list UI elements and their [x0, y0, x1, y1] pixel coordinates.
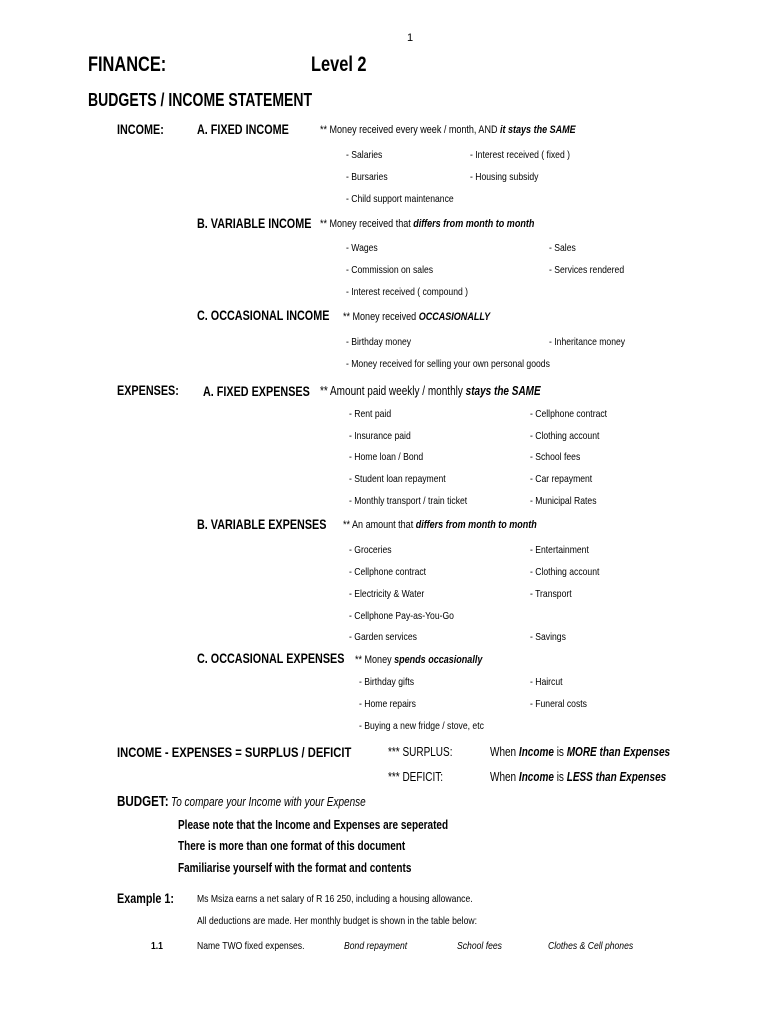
list-item: - Transport	[530, 588, 572, 600]
occasional-income-note: ** Money received OCCASIONALLY	[343, 311, 491, 323]
deficit-label: *** DEFICIT:	[388, 770, 444, 784]
list-item: - Interest received ( compound )	[346, 286, 469, 298]
list-item: - Groceries	[349, 544, 392, 556]
list-item: - Cellphone contract	[349, 566, 427, 578]
variable-income-heading: B. VARIABLE INCOME	[197, 216, 312, 231]
variable-expenses-heading: B. VARIABLE EXPENSES	[197, 517, 327, 532]
income-expenses-equation: INCOME - EXPENSES = SURPLUS / DEFICIT	[117, 744, 352, 760]
list-item: - Clothing account	[530, 430, 600, 442]
list-item: - Rent paid	[349, 408, 392, 420]
list-item: - Electricity & Water	[349, 588, 425, 600]
fixed-expenses-note: ** Amount paid weekly / monthly stays the SAME	[320, 384, 541, 398]
budget-note: Please note that the Income and Expenses are seperated	[178, 818, 449, 832]
list-item: - Funeral costs	[530, 698, 587, 710]
example-text: All deductions are made. Her monthly budget is shown in the table below:	[197, 915, 477, 927]
example-label: Example 1:	[117, 891, 175, 906]
budget-note: Familiarise yourself with the format and contents	[178, 861, 412, 875]
budget-definition: To compare your Income with your Expense	[171, 795, 366, 809]
deficit-definition: When Income is LESS than Expenses	[490, 770, 667, 784]
list-item: - Monthly transport / train ticket	[349, 495, 468, 507]
answer: School fees	[457, 940, 502, 952]
list-item: - Student loan repayment	[349, 473, 446, 485]
budget-label: BUDGET:	[117, 794, 169, 810]
occasional-expenses-heading: C. OCCASIONAL EXPENSES	[197, 651, 345, 666]
list-item: - Home loan / Bond	[349, 451, 424, 463]
list-item: - Cellphone Pay-as-You-Go	[349, 610, 454, 622]
list-item: - Sales	[549, 242, 576, 254]
surplus-definition: When Income is MORE than Expenses	[490, 745, 671, 759]
question-text: Name TWO fixed expenses.	[197, 940, 305, 952]
list-item: - Interest received ( fixed )	[470, 149, 571, 161]
level-label: Level 2	[311, 53, 367, 76]
list-item: - Buying a new fridge / stove, etc	[359, 720, 484, 732]
list-item: - Wages	[346, 242, 378, 254]
list-item: - Home repairs	[359, 698, 416, 710]
example-text: Ms Msiza earns a net salary of R 16 250, including a housing allowance.	[197, 893, 473, 905]
list-item: - Housing subsidy	[470, 171, 539, 183]
answer: Bond repayment	[344, 940, 408, 952]
variable-expenses-note: ** An amount that differs from month to month	[343, 519, 537, 531]
list-item: - Insurance paid	[349, 430, 411, 442]
list-item: - Haircut	[530, 676, 563, 688]
answer: Clothes & Cell phones	[548, 940, 634, 952]
list-item: - Car repayment	[530, 473, 593, 485]
list-item: - Birthday gifts	[359, 676, 415, 688]
page-number: 1	[407, 32, 414, 44]
subtitle: BUDGETS / INCOME STATEMENT	[88, 90, 313, 110]
page-title: FINANCE:	[88, 53, 167, 76]
list-item: - Child support maintenance	[346, 193, 454, 205]
fixed-income-note: ** Money received every week / month, AND it stays the SAME	[320, 124, 576, 136]
list-item: - Commission on sales	[346, 264, 434, 276]
list-item: - Salaries	[346, 149, 383, 161]
list-item: - Inheritance money	[549, 336, 626, 348]
list-item: - Municipal Rates	[530, 495, 597, 507]
occasional-expenses-note: ** Money spends occasionally	[355, 654, 483, 666]
list-item: - Garden services	[349, 631, 417, 643]
income-label: INCOME:	[117, 122, 164, 137]
list-item: - Entertainment	[530, 544, 589, 556]
list-item: - Clothing account	[530, 566, 600, 578]
list-item: - Savings	[530, 631, 566, 643]
list-item: - Services rendered	[549, 264, 625, 276]
variable-income-note: ** Money received that differs from month to month	[320, 218, 535, 230]
list-item: - Bursaries	[346, 171, 388, 183]
list-item: - School fees	[530, 451, 581, 463]
list-item: - Money received for selling your own personal goods	[346, 358, 550, 370]
expenses-label: EXPENSES:	[117, 383, 179, 398]
question-number: 1.1	[151, 940, 163, 952]
list-item: - Birthday money	[346, 336, 412, 348]
fixed-expenses-heading: A. FIXED EXPENSES	[203, 384, 310, 399]
budget-note: There is more than one format of this document	[178, 839, 406, 853]
fixed-income-heading: A. FIXED INCOME	[197, 122, 289, 137]
list-item: - Cellphone contract	[530, 408, 608, 420]
surplus-label: *** SURPLUS:	[388, 745, 453, 759]
occasional-income-heading: C. OCCASIONAL INCOME	[197, 308, 330, 323]
